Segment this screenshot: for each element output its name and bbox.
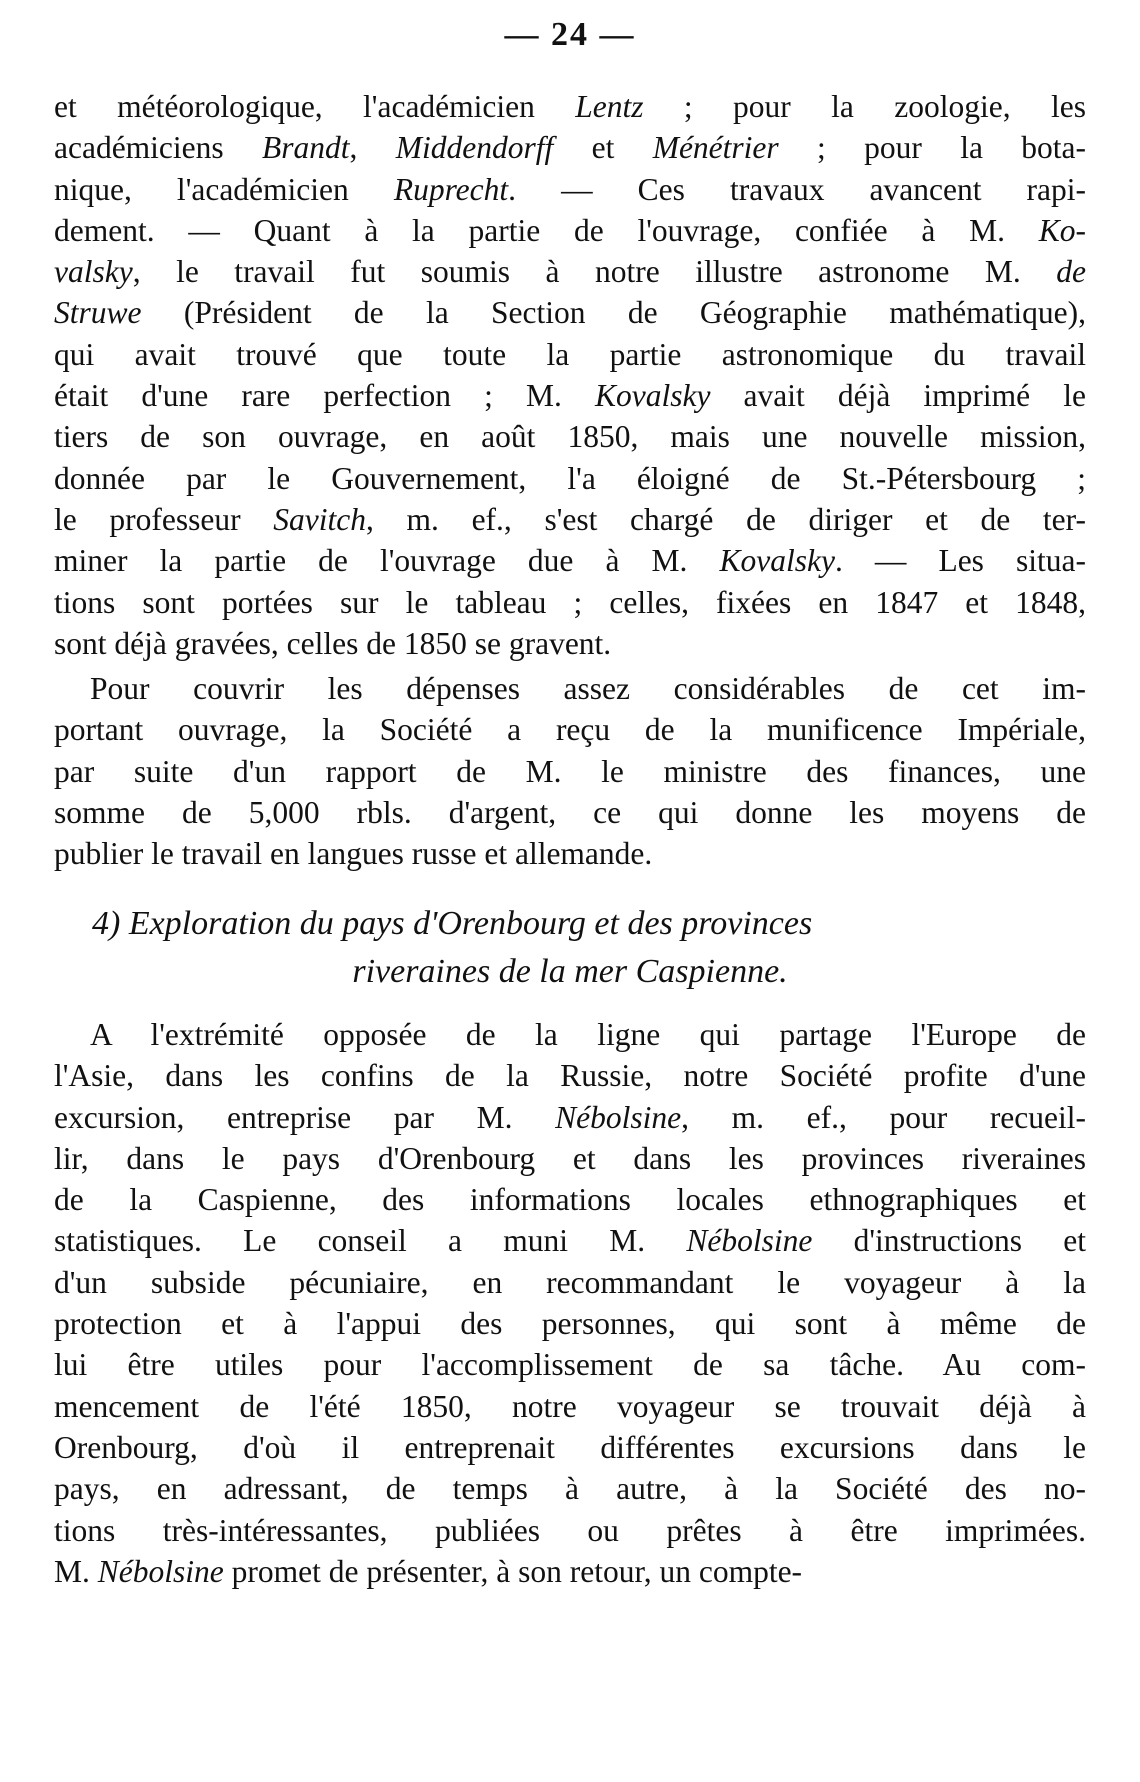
italic-name: de	[1056, 254, 1086, 290]
section-heading-line-2: riveraines de la mer Caspienne.	[352, 953, 788, 990]
paragraph-1	[54, 86, 1086, 664]
text-run: ; pour la bota-	[778, 130, 1086, 166]
text-run: qui avait trouvé que toute la partie astronomique du travail	[54, 336, 1086, 372]
text-line	[54, 292, 1086, 333]
text-line	[54, 1138, 1086, 1179]
text-run: M.	[54, 1553, 98, 1589]
italic-name: Struwe	[54, 295, 142, 331]
text-line	[54, 1262, 1086, 1303]
text-run: dement. — Quant à la partie de l'ouvrage, confiée à M.	[54, 212, 1039, 248]
text-line	[54, 1220, 1086, 1261]
text-run: protection et à l'appui des personnes, qui sont à même de	[54, 1306, 1086, 1342]
text-line	[54, 1097, 1086, 1138]
text-line	[54, 1014, 1086, 1055]
text-run: était d'une rare perfection ; M.	[54, 378, 595, 414]
italic-name: Nébolsine	[97, 1553, 224, 1589]
text-line	[54, 709, 1086, 750]
text-line	[54, 1551, 1086, 1592]
paragraph-2	[54, 668, 1086, 874]
text-line	[54, 833, 1086, 874]
text-run: le professeur	[54, 501, 274, 537]
page-number: — 24 —	[504, 16, 636, 53]
text-run: (Président de la Section de Géographie mathématique),	[141, 295, 1086, 331]
italic-name: Middendorff	[395, 130, 554, 166]
text-run: et météorologique, l'académicien	[54, 89, 576, 124]
italic-name: Nébolsine	[686, 1223, 813, 1259]
italic-name: Ruprecht	[393, 171, 509, 207]
text-run: A l'extrémité opposée de la ligne qui partage l'Europe de	[90, 1017, 1086, 1052]
italic-name: Nébolsine	[555, 1099, 682, 1135]
text-run: avait déjà imprimé le	[710, 378, 1086, 414]
text-line	[54, 1179, 1086, 1220]
text-run: tions très-intéressantes, publiées ou prêtes à être imprimées.	[54, 1512, 1086, 1548]
text-run: de la Caspienne, des informations locales ethnographiques et	[54, 1182, 1086, 1218]
text-run: . — Les situa-	[834, 543, 1086, 579]
text-line	[54, 86, 1086, 127]
italic-name: valsky	[54, 254, 133, 290]
text-run: par suite d'un rapport de M. le ministre des finances, une	[54, 753, 1086, 789]
text-line	[54, 251, 1086, 292]
text-run: Orenbourg, d'où il entreprenait différentes excursions dans le	[54, 1429, 1086, 1465]
text-run: tions sont portées sur le tableau ; celles, fixées en 1847 et 1848,	[54, 584, 1086, 620]
text-run: tiers de son ouvrage, en août 1850, mais une nouvelle mission,	[54, 419, 1086, 455]
section-heading	[54, 900, 1086, 996]
italic-name: Kovalsky	[594, 378, 711, 414]
text-run: donnée par le Gouvernement, l'a éloigné de St.-Pétersbourg ;	[54, 460, 1086, 496]
text-run: , m. ef., s'est chargé de diriger et de ter-	[365, 501, 1086, 537]
text-line	[54, 751, 1086, 792]
text-line	[54, 499, 1086, 540]
text-line	[54, 210, 1086, 251]
italic-name: Lentz	[575, 89, 644, 124]
text-run: ,	[349, 130, 396, 166]
text-line	[54, 458, 1086, 499]
text-line	[54, 1510, 1086, 1551]
italic-name: Brandt	[262, 130, 350, 166]
text-line	[54, 127, 1086, 168]
text-run: Pour couvrir les dépenses assez considérables de cet im-	[90, 671, 1086, 706]
text-run: somme de 5,000 rbls. d'argent, ce qui donne les moyens de	[54, 794, 1086, 830]
text-line	[54, 1386, 1086, 1427]
text-run: , m. ef., pour recueil-	[681, 1099, 1086, 1135]
text-run: statistiques. Le conseil a muni M.	[54, 1223, 687, 1259]
italic-name: Ko-	[1038, 212, 1086, 248]
text-line	[54, 416, 1086, 457]
text-line	[54, 668, 1086, 709]
text-run: mencement de l'été 1850, notre voyageur se trouvait déjà à	[54, 1388, 1086, 1424]
text-run: excursion, entreprise par M.	[54, 1099, 556, 1135]
text-run: et	[553, 130, 653, 166]
text-run: d'un subside pécuniaire, en recommandant le voyageur à la	[54, 1264, 1086, 1300]
text-line	[54, 1344, 1086, 1385]
text-run: , le travail fut soumis à notre illustre astronome M.	[132, 254, 1057, 290]
text-line	[54, 792, 1086, 833]
text-run: nique, l'académicien	[54, 171, 394, 207]
text-line	[54, 623, 1086, 664]
text-run: lui être utiles pour l'accomplissement de sa tâche. Au com-	[54, 1347, 1086, 1383]
text-run: sont déjà gravées, celles de 1850 se gravent.	[54, 625, 612, 661]
text-run: . — Ces travaux avancent rapi-	[508, 171, 1086, 207]
text-run: l'Asie, dans les confins de la Russie, notre Société profite d'une	[54, 1058, 1086, 1094]
italic-name: Ménétrier	[652, 130, 779, 166]
italic-name: Kovalsky	[719, 543, 835, 579]
text-line	[54, 582, 1086, 623]
text-line	[54, 334, 1086, 375]
text-run: portant ouvrage, la Société a reçu de la munificence Impériale,	[54, 712, 1086, 748]
text-line	[54, 540, 1086, 581]
text-run: académiciens	[54, 130, 263, 166]
text-run: ; pour la zoologie, les	[643, 89, 1086, 124]
text-run: pays, en adressant, de temps à autre, à la Société des no-	[54, 1471, 1086, 1507]
text-line	[54, 1427, 1086, 1468]
paragraph-3	[54, 1014, 1086, 1592]
text-run: promet de présenter, à son retour, un compte-	[223, 1553, 803, 1589]
text-run: lir, dans le pays d'Orenbourg et dans les provinces riveraines	[54, 1140, 1086, 1176]
text-line	[54, 1303, 1086, 1344]
text-line	[54, 1055, 1086, 1096]
text-line	[54, 1468, 1086, 1509]
text-run: publier le travail en langues russe et allemande.	[54, 836, 653, 872]
text-run: miner la partie de l'ouvrage due à M.	[54, 543, 720, 579]
italic-name: Savitch	[273, 501, 366, 537]
text-line	[54, 169, 1086, 210]
section-heading-line-1: 4) Exploration du pays d'Orenbourg et des provinces	[92, 905, 813, 942]
text-run: d'instructions et	[812, 1223, 1086, 1259]
text-line	[54, 375, 1086, 416]
